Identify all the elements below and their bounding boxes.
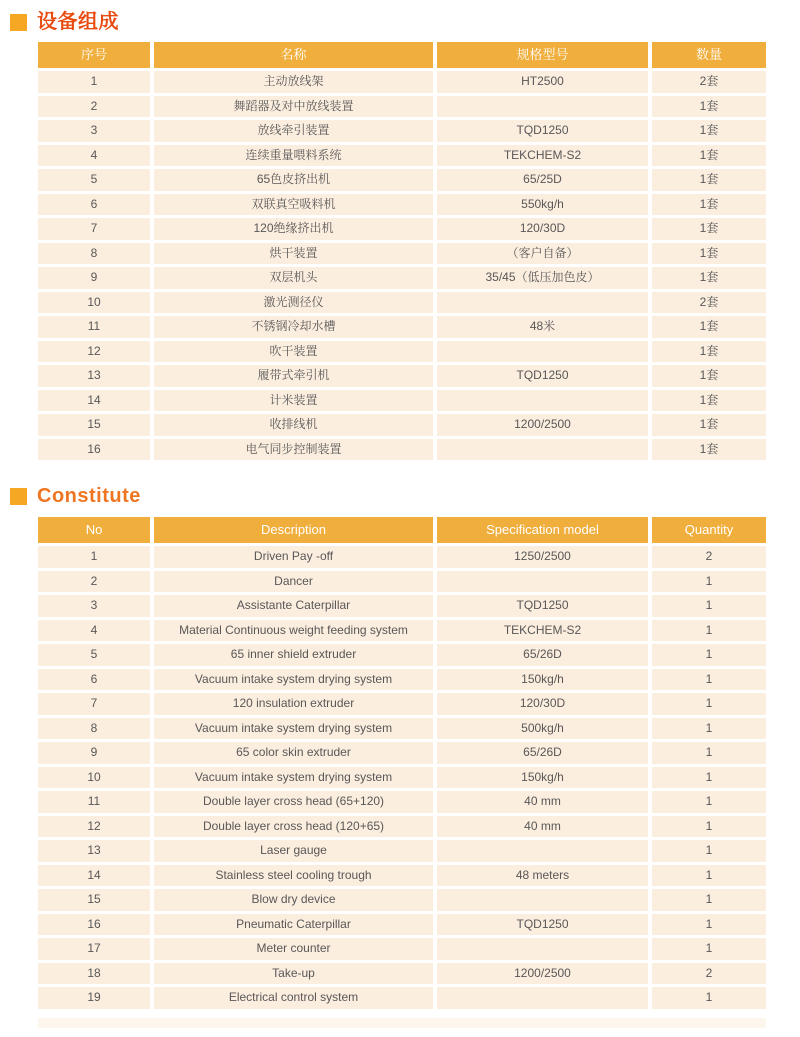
table-cell: 48 meters xyxy=(437,865,648,887)
table-cell xyxy=(437,938,648,960)
table-cell: 1套 xyxy=(652,365,766,387)
table-cell: 40 mm xyxy=(437,816,648,838)
table-cell: 65 color skin extruder xyxy=(154,742,433,764)
table-cell: 8 xyxy=(38,243,150,265)
table-cell: Dancer xyxy=(154,571,433,593)
column-header: 序号 xyxy=(38,42,150,68)
table-row xyxy=(38,669,766,691)
table-cell: 1 xyxy=(652,644,766,666)
table-row xyxy=(38,791,766,813)
table-row xyxy=(38,218,766,240)
table-row xyxy=(38,767,766,789)
table-cell: 65/25D xyxy=(437,169,648,191)
table-cell: 17 xyxy=(38,938,150,960)
table-cell: 双联真空吸料机 xyxy=(154,194,433,216)
table-row xyxy=(38,963,766,985)
table-cell: 9 xyxy=(38,267,150,289)
table-row xyxy=(38,267,766,289)
table-cell: TQD1250 xyxy=(437,365,648,387)
square-bullet-icon xyxy=(10,488,27,505)
table-cell: 1 xyxy=(652,816,766,838)
table-row xyxy=(38,644,766,666)
table-cell: 1 xyxy=(652,669,766,691)
table-cell: 1套 xyxy=(652,96,766,118)
table-row xyxy=(38,987,766,1009)
table-cell: 1 xyxy=(652,938,766,960)
column-header: No xyxy=(38,517,150,543)
table-row xyxy=(38,693,766,715)
column-header: 名称 xyxy=(154,42,433,68)
table-cell: 8 xyxy=(38,718,150,740)
section-constitute xyxy=(0,484,800,1009)
table-cell: 1 xyxy=(38,71,150,93)
table-cell: 6 xyxy=(38,194,150,216)
table-row xyxy=(38,243,766,265)
section-title-row xyxy=(10,484,800,508)
table-cell: 1 xyxy=(652,620,766,642)
table-cell: Vacuum intake system drying system xyxy=(154,767,433,789)
table-row xyxy=(38,840,766,862)
column-header: 数量 xyxy=(652,42,766,68)
table-row xyxy=(38,365,766,387)
table-cell: （客户自备） xyxy=(437,243,648,265)
constitute-table xyxy=(38,517,766,1009)
table-cell: Meter counter xyxy=(154,938,433,960)
table-cell: 计米装置 xyxy=(154,390,433,412)
table-cell: TQD1250 xyxy=(437,914,648,936)
table-cell: 吹干装置 xyxy=(154,341,433,363)
table-cell: 120/30D xyxy=(437,218,648,240)
table-cell: 65 inner shield extruder xyxy=(154,644,433,666)
table-cell: Stainless steel cooling trough xyxy=(154,865,433,887)
table-row xyxy=(38,571,766,593)
section-title: Constitute xyxy=(37,485,141,507)
section-title: 设备组成 xyxy=(37,11,119,33)
table-cell xyxy=(437,987,648,1009)
table-cell: 15 xyxy=(38,414,150,436)
table-cell: 不锈钢冷却水槽 xyxy=(154,316,433,338)
table-cell: 5 xyxy=(38,644,150,666)
square-bullet-icon xyxy=(10,14,27,31)
table-cell: Double layer cross head (120+65) xyxy=(154,816,433,838)
table-cell: 120绝缘挤出机 xyxy=(154,218,433,240)
table-cell: 1 xyxy=(652,742,766,764)
table-cell: 1 xyxy=(652,693,766,715)
table-cell: Electrical control system xyxy=(154,987,433,1009)
table-cell: 2 xyxy=(652,963,766,985)
table-cell: 6 xyxy=(38,669,150,691)
table-cell: 18 xyxy=(38,963,150,985)
table-cell: 1 xyxy=(652,865,766,887)
table-cell: Laser gauge xyxy=(154,840,433,862)
table-cell xyxy=(437,390,648,412)
table-row xyxy=(38,341,766,363)
table-cell: 1200/2500 xyxy=(437,963,648,985)
table-cell: 1套 xyxy=(652,194,766,216)
table-row xyxy=(38,96,766,118)
table-cell: 舞蹈器及对中放线装置 xyxy=(154,96,433,118)
table-row xyxy=(38,546,766,568)
table-cell: 40 mm xyxy=(437,791,648,813)
table-cell xyxy=(437,96,648,118)
table-cell: 12 xyxy=(38,341,150,363)
table-cell: 3 xyxy=(38,120,150,142)
table-row xyxy=(38,414,766,436)
table-cell: 65/26D xyxy=(437,742,648,764)
table-cell: 15 xyxy=(38,889,150,911)
column-header: Description xyxy=(154,517,433,543)
table-cell: TEKCHEM-S2 xyxy=(437,145,648,167)
table-cell: Assistante Caterpillar xyxy=(154,595,433,617)
table-cell: 500kg/h xyxy=(437,718,648,740)
table-cell: 1套 xyxy=(652,341,766,363)
table-cell: 1 xyxy=(652,595,766,617)
table-cell: 65/26D xyxy=(437,644,648,666)
table-cell: 150kg/h xyxy=(437,767,648,789)
table-cell: 13 xyxy=(38,840,150,862)
table-cell: 9 xyxy=(38,742,150,764)
table-cell: 2 xyxy=(38,571,150,593)
table-cell: 11 xyxy=(38,791,150,813)
column-header: 规格型号 xyxy=(437,42,648,68)
table-cell: Double layer cross head (65+120) xyxy=(154,791,433,813)
table-row xyxy=(38,169,766,191)
table-cell: 1 xyxy=(652,987,766,1009)
table-row xyxy=(38,620,766,642)
table-row xyxy=(38,938,766,960)
table-cell: Take-up xyxy=(154,963,433,985)
table-cell: 双层机头 xyxy=(154,267,433,289)
table-cell: 收排线机 xyxy=(154,414,433,436)
table-cell: 2套 xyxy=(652,71,766,93)
table-cell: 1套 xyxy=(652,243,766,265)
table-cell: 1套 xyxy=(652,218,766,240)
section-title-row xyxy=(10,10,800,34)
table-cell: 65色皮挤出机 xyxy=(154,169,433,191)
table-cell: 1 xyxy=(652,914,766,936)
equipment-table xyxy=(38,42,766,460)
table-row xyxy=(38,194,766,216)
table-header-row xyxy=(38,517,766,543)
table-row xyxy=(38,742,766,764)
table-cell xyxy=(437,840,648,862)
table-cell: 4 xyxy=(38,145,150,167)
table-row xyxy=(38,914,766,936)
table-cell: 1 xyxy=(38,546,150,568)
table-cell: 2 xyxy=(38,96,150,118)
table-cell: 1套 xyxy=(652,169,766,191)
table-cell: 120 insulation extruder xyxy=(154,693,433,715)
table-cell: 10 xyxy=(38,292,150,314)
table-cell: 1套 xyxy=(652,316,766,338)
table-cell xyxy=(437,439,648,461)
table-row xyxy=(38,439,766,461)
table-cell: 11 xyxy=(38,316,150,338)
table-cell: 激光测径仪 xyxy=(154,292,433,314)
table-cell: 1套 xyxy=(652,267,766,289)
table-cell: 连续重量喂料系统 xyxy=(154,145,433,167)
table-cell: 1 xyxy=(652,767,766,789)
table-cell: 1套 xyxy=(652,120,766,142)
table-cell: Driven Pay -off xyxy=(154,546,433,568)
table-cell: 14 xyxy=(38,390,150,412)
table-cell xyxy=(437,341,648,363)
table-row xyxy=(38,71,766,93)
table-cell: 1200/2500 xyxy=(437,414,648,436)
table-cell: Pneumatic Caterpillar xyxy=(154,914,433,936)
table-cell: 10 xyxy=(38,767,150,789)
table-cell: Vacuum intake system drying system xyxy=(154,718,433,740)
table-cell: 放线牵引装置 xyxy=(154,120,433,142)
table-cell: 1套 xyxy=(652,390,766,412)
column-header: Quantity xyxy=(652,517,766,543)
table-cell: 主动放线架 xyxy=(154,71,433,93)
table-cell: Vacuum intake system drying system xyxy=(154,669,433,691)
table-cell: 烘干装置 xyxy=(154,243,433,265)
table-cell: 550kg/h xyxy=(437,194,648,216)
table-row xyxy=(38,889,766,911)
table-row xyxy=(38,718,766,740)
table-cell: 1套 xyxy=(652,145,766,167)
table-cell: 1套 xyxy=(652,414,766,436)
table-cell: 5 xyxy=(38,169,150,191)
table-cell: 1 xyxy=(652,889,766,911)
table-row xyxy=(38,292,766,314)
table-cell: Material Continuous weight feeding system xyxy=(154,620,433,642)
table-cell: 1 xyxy=(652,791,766,813)
table-cell: 3 xyxy=(38,595,150,617)
table-cell: TQD1250 xyxy=(437,120,648,142)
table-cell: 48米 xyxy=(437,316,648,338)
table-cell: 1套 xyxy=(652,439,766,461)
table-cell: 13 xyxy=(38,365,150,387)
table-cell: 1250/2500 xyxy=(437,546,648,568)
table-row xyxy=(38,595,766,617)
table-cell: 2 xyxy=(652,546,766,568)
table-row xyxy=(38,816,766,838)
table-cell: 19 xyxy=(38,987,150,1009)
cut-off-row xyxy=(38,1018,766,1028)
table-cell xyxy=(437,571,648,593)
table-cell: 1 xyxy=(652,718,766,740)
table-cell xyxy=(437,889,648,911)
table-cell: 12 xyxy=(38,816,150,838)
table-cell: TEKCHEM-S2 xyxy=(437,620,648,642)
table-cell: 35/45（低压加色皮） xyxy=(437,267,648,289)
table-cell: Blow dry device xyxy=(154,889,433,911)
table-header-row xyxy=(38,42,766,68)
page xyxy=(0,10,800,1028)
table-row xyxy=(38,120,766,142)
table-cell: 150kg/h xyxy=(437,669,648,691)
table-row xyxy=(38,865,766,887)
column-header: Specification model xyxy=(437,517,648,543)
table-cell: 1 xyxy=(652,571,766,593)
table-cell: 7 xyxy=(38,693,150,715)
table-cell: 16 xyxy=(38,439,150,461)
table-cell: HT2500 xyxy=(437,71,648,93)
table-cell: 16 xyxy=(38,914,150,936)
table-cell xyxy=(437,292,648,314)
table-cell: 7 xyxy=(38,218,150,240)
table-cell: 电气同步控制装置 xyxy=(154,439,433,461)
table-cell: 2套 xyxy=(652,292,766,314)
section-equipment xyxy=(0,10,800,460)
table-cell: 履带式牵引机 xyxy=(154,365,433,387)
table-row xyxy=(38,390,766,412)
table-cell: TQD1250 xyxy=(437,595,648,617)
table-row xyxy=(38,316,766,338)
table-cell: 14 xyxy=(38,865,150,887)
table-cell: 1 xyxy=(652,840,766,862)
table-cell: 4 xyxy=(38,620,150,642)
table-row xyxy=(38,145,766,167)
table-cell: 120/30D xyxy=(437,693,648,715)
